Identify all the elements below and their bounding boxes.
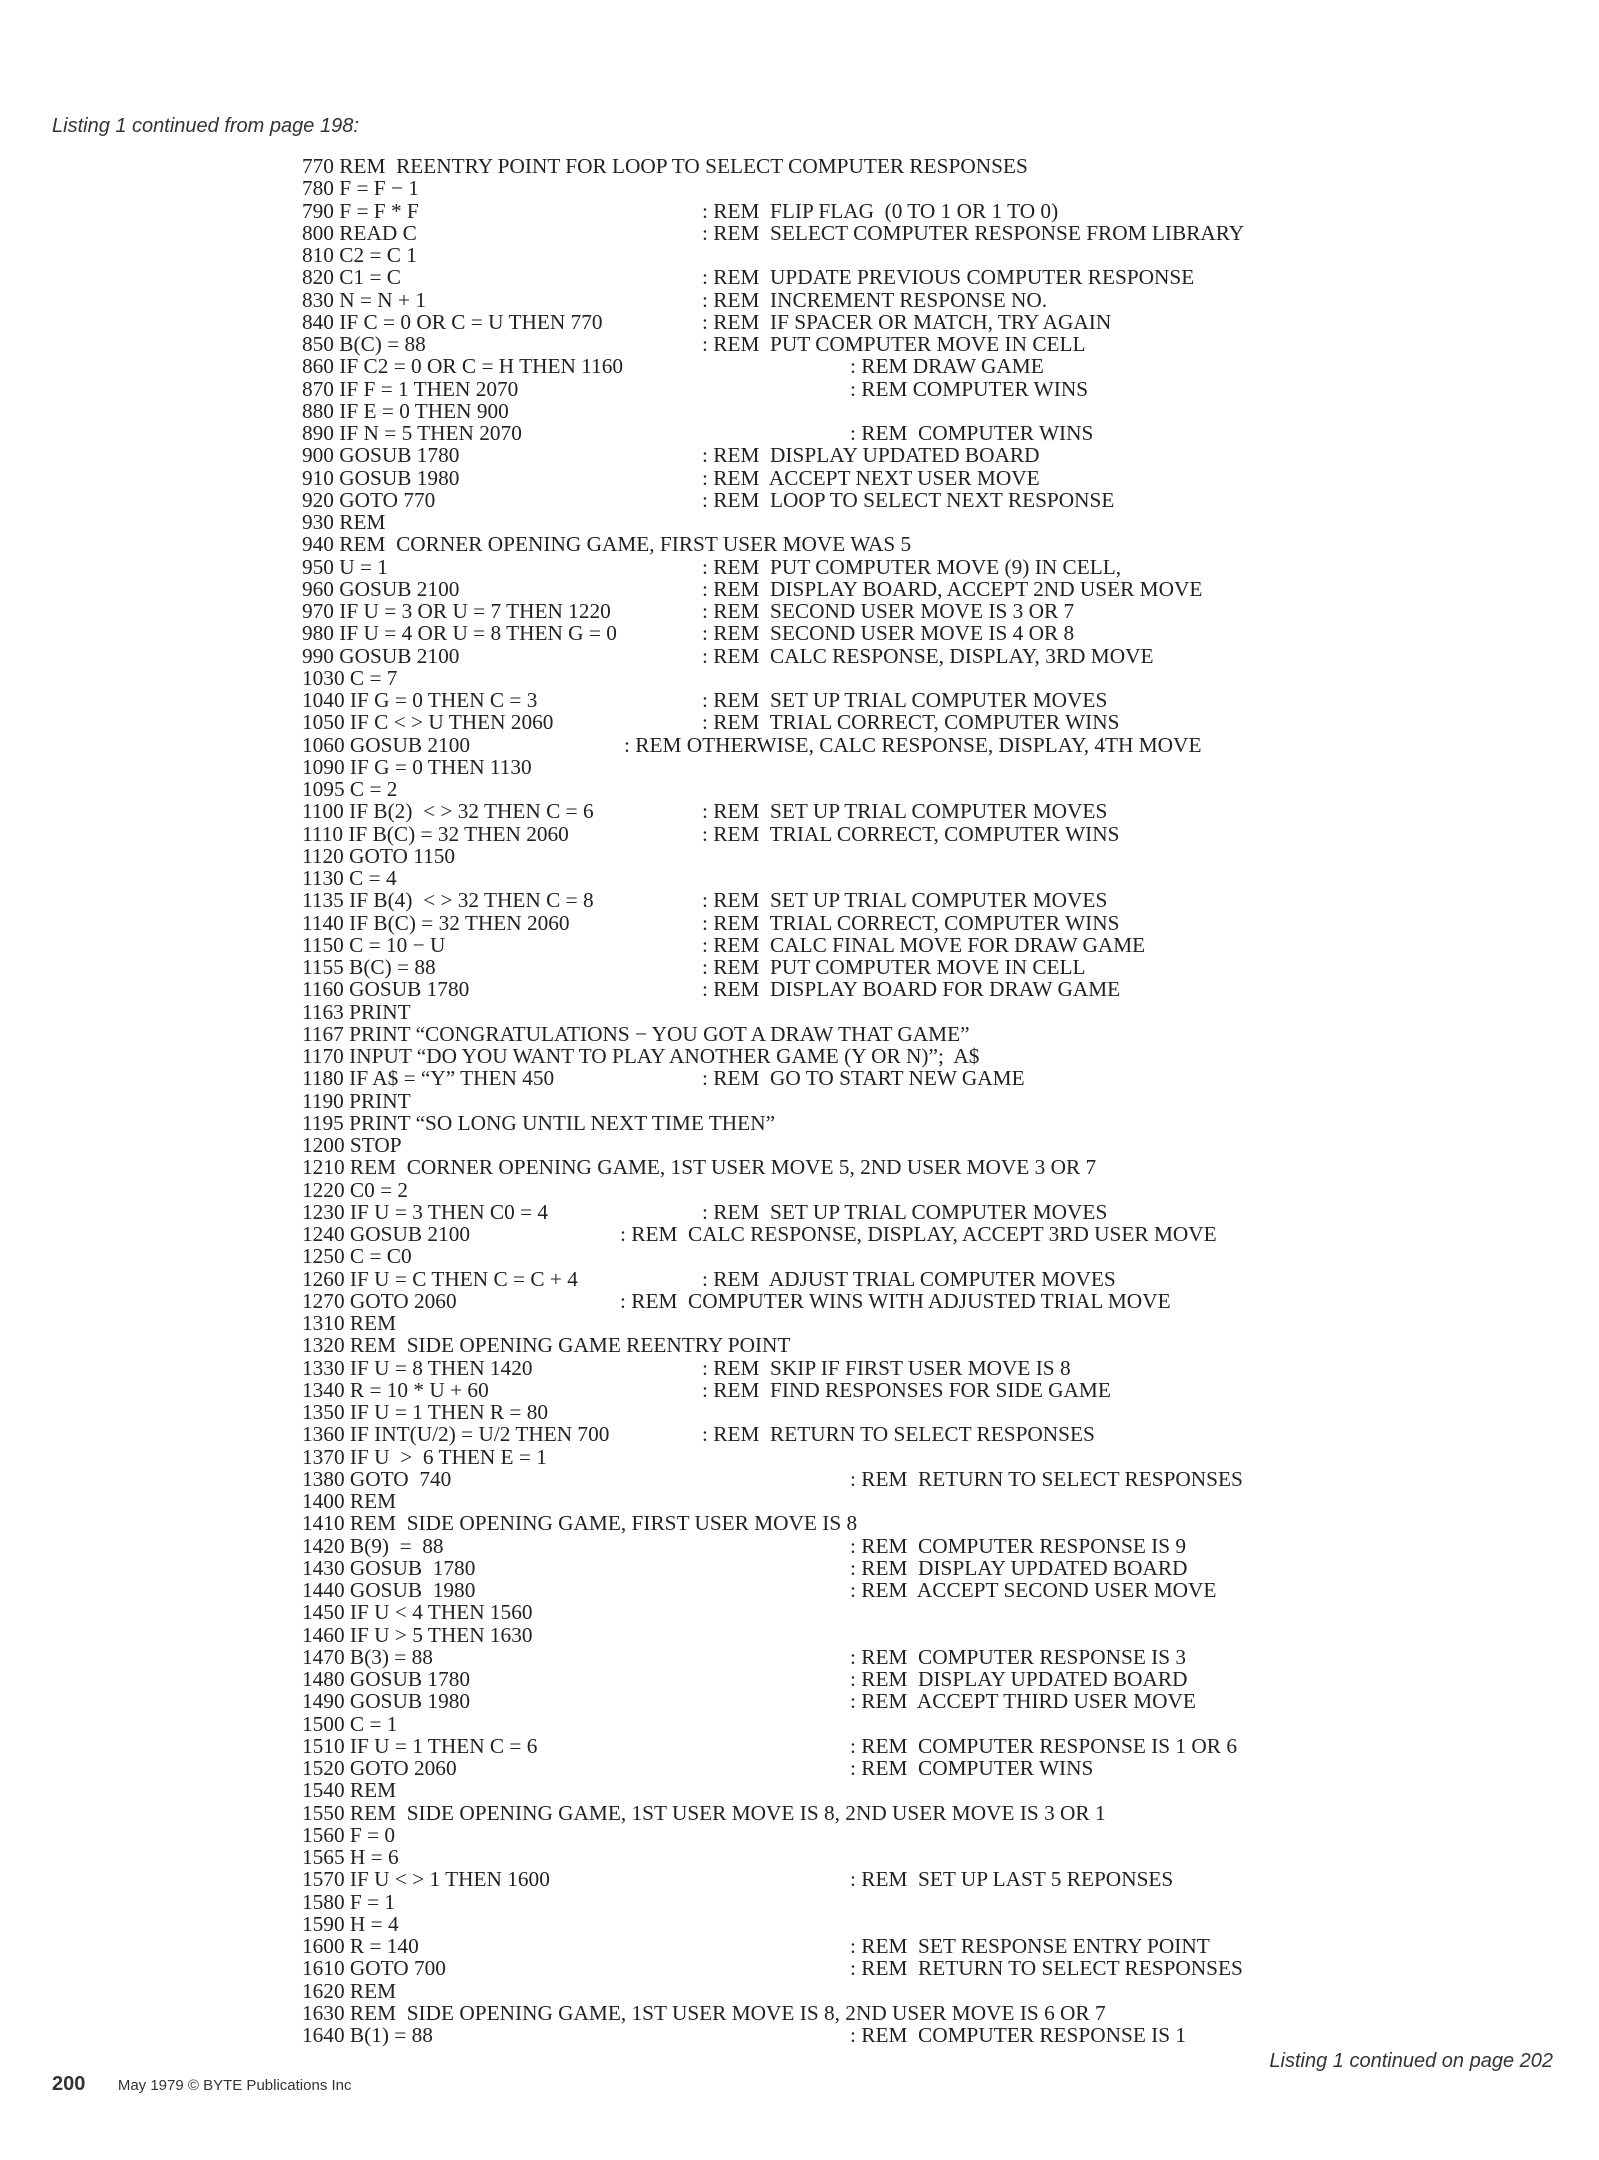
code-statement: 1410 REM SIDE OPENING GAME, FIRST USER MOVE IS 8 xyxy=(302,1511,858,1536)
code-line xyxy=(302,533,1592,555)
code-line xyxy=(302,800,1592,822)
code-line xyxy=(302,1067,1592,1089)
code-line xyxy=(302,645,1592,667)
code-remark: : REM TRIAL CORRECT, COMPUTER WINS xyxy=(702,710,1120,735)
listing-continued-header: Listing 1 continued from page 198: xyxy=(52,115,359,137)
code-line xyxy=(302,1134,1592,1156)
code-remark: : REM ACCEPT NEXT USER MOVE xyxy=(702,465,1040,490)
code-remark: : REM PUT COMPUTER MOVE IN CELL xyxy=(702,332,1086,356)
code-remark: : REM SET RESPONSE ENTRY POINT xyxy=(850,1934,1210,1958)
code-remark: : REM DISPLAY BOARD FOR DRAW GAME xyxy=(702,977,1121,1002)
code-line xyxy=(302,1423,1592,1445)
code-remark: : REM COMPUTER RESPONSE IS 3 xyxy=(850,1644,1187,1669)
code-line xyxy=(302,1779,1592,1801)
code-statement: 1090 IF G = 0 THEN 1130 xyxy=(302,754,532,779)
code-line xyxy=(302,1624,1592,1646)
code-line xyxy=(302,912,1592,934)
code-line xyxy=(302,778,1592,800)
code-statement: 930 REM xyxy=(302,510,386,534)
code-statement: 1470 B(3) = 88 xyxy=(302,1644,433,1669)
code-line xyxy=(302,1045,1592,1067)
code-statement: 1163 PRINT xyxy=(302,999,411,1024)
code-statement: 1210 REM CORNER OPENING GAME, 1ST USER MOVE 5, 2ND USER MOVE 3 OR 7 xyxy=(302,1155,1097,1180)
code-remark: : REM ACCEPT THIRD USER MOVE xyxy=(850,1689,1196,1714)
code-statement: 1340 R = 10 * U + 60 xyxy=(302,1377,489,1402)
code-line xyxy=(302,1891,1592,1913)
code-line xyxy=(302,1468,1592,1490)
code-line xyxy=(302,177,1592,199)
code-line xyxy=(302,667,1592,689)
code-line xyxy=(302,889,1592,911)
code-statement: 790 F = F * F xyxy=(302,198,419,223)
code-remark: : REM ADJUST TRIAL COMPUTER MOVES xyxy=(702,1266,1116,1291)
code-statement: 860 IF C2 = 0 OR C = H THEN 1160 xyxy=(302,354,624,379)
code-line xyxy=(302,1268,1592,1290)
code-statement: 850 B(C) = 88 xyxy=(302,332,426,356)
code-remark: : REM PUT COMPUTER MOVE (9) IN CELL, xyxy=(702,554,1122,579)
code-statement: 800 READ C xyxy=(302,220,417,245)
code-line xyxy=(302,578,1592,600)
code-statement: 1620 REM xyxy=(302,1978,397,2003)
code-line xyxy=(302,467,1592,489)
code-remark: : REM COMPUTER WINS xyxy=(850,1756,1094,1780)
code-line xyxy=(302,244,1592,266)
code-line xyxy=(302,1846,1592,1868)
code-statement: 1030 C = 7 xyxy=(302,665,398,690)
code-statement: 1590 H = 4 xyxy=(302,1911,399,1936)
code-line xyxy=(302,1868,1592,1890)
basic-code-listing xyxy=(302,155,1592,2046)
page-number: 200 xyxy=(52,2073,86,2095)
code-statement: 780 F = F − 1 xyxy=(302,176,419,201)
code-statement: 1195 PRINT “SO LONG UNTIL NEXT TIME THEN” xyxy=(302,1110,776,1135)
code-statement: 1170 INPUT “DO YOU WANT TO PLAY ANOTHER GAME (Y OR N)”; A$ xyxy=(302,1044,980,1068)
code-line xyxy=(302,1802,1592,1824)
code-remark: : REM UPDATE PREVIOUS COMPUTER RESPONSE xyxy=(702,265,1195,290)
code-statement: 1135 IF B(4) < > 32 THEN C = 8 xyxy=(302,888,594,913)
code-line xyxy=(302,511,1592,533)
code-line xyxy=(302,1357,1592,1379)
code-line xyxy=(302,622,1592,644)
code-statement: 810 C2 = C 1 xyxy=(302,243,417,267)
code-line xyxy=(302,1312,1592,1334)
code-line xyxy=(302,333,1592,355)
code-remark: : REM SECOND USER MOVE IS 4 OR 8 xyxy=(702,621,1075,646)
code-line xyxy=(302,1735,1592,1757)
code-statement: 1260 IF U = C THEN C = C + 4 xyxy=(302,1266,578,1291)
code-statement: 1220 C0 = 2 xyxy=(302,1177,409,1202)
code-statement: 1150 C = 10 − U xyxy=(302,932,446,957)
code-statement: 1610 GOTO 700 xyxy=(302,1956,446,1981)
code-line xyxy=(302,689,1592,711)
code-line xyxy=(302,1179,1592,1201)
code-remark: : REM DISPLAY UPDATED BOARD xyxy=(850,1555,1188,1580)
code-statement: 1420 B(9) = 88 xyxy=(302,1533,444,1558)
code-line xyxy=(302,378,1592,400)
code-line xyxy=(302,1668,1592,1690)
code-line xyxy=(302,1223,1592,1245)
code-line xyxy=(302,1112,1592,1134)
code-statement: 1510 IF U = 1 THEN C = 6 xyxy=(302,1733,538,1758)
code-statement: 1360 IF INT(U/2) = U/2 THEN 700 xyxy=(302,1422,610,1447)
code-remark: : REM SKIP IF FIRST USER MOVE IS 8 xyxy=(702,1355,1071,1380)
code-statement: 1110 IF B(C) = 32 THEN 2060 xyxy=(302,821,569,846)
code-statement: 1520 GOTO 2060 xyxy=(302,1756,457,1780)
code-remark: : REM RETURN TO SELECT RESPONSES xyxy=(850,1956,1243,1981)
code-remark: : REM DISPLAY BOARD, ACCEPT 2ND USER MOVE xyxy=(702,576,1203,601)
code-line xyxy=(302,1579,1592,1601)
code-statement: 820 C1 = C xyxy=(302,265,401,290)
code-statement: 840 IF C = 0 OR C = U THEN 770 xyxy=(302,309,603,334)
code-statement: 1120 GOTO 1150 xyxy=(302,843,456,868)
code-statement: 1330 IF U = 8 THEN 1420 xyxy=(302,1355,533,1380)
code-remark: : REM RETURN TO SELECT RESPONSES xyxy=(850,1466,1243,1491)
code-line xyxy=(302,756,1592,778)
code-statement: 1580 F = 1 xyxy=(302,1889,396,1914)
code-remark: : REM CALC RESPONSE, DISPLAY, ACCEPT 3RD USER MOVE xyxy=(620,1222,1217,1246)
code-remark: : REM DISPLAY UPDATED BOARD xyxy=(850,1667,1188,1691)
code-remark: : REM INCREMENT RESPONSE NO. xyxy=(702,287,1048,312)
code-statement: 1570 IF U < > 1 THEN 1600 xyxy=(302,1867,550,1892)
code-statement: 1180 IF A$ = “Y” THEN 450 xyxy=(302,1066,555,1091)
code-remark: : REM SELECT COMPUTER RESPONSE FROM LIBRARY xyxy=(702,220,1245,245)
code-statement: 1490 GOSUB 1980 xyxy=(302,1689,471,1714)
code-line xyxy=(302,311,1592,333)
code-line xyxy=(302,1290,1592,1312)
code-remark: : REM GO TO START NEW GAME xyxy=(702,1066,1025,1091)
code-statement: 1270 GOTO 2060 xyxy=(302,1288,457,1313)
code-statement: 1230 IF U = 3 THEN C0 = 4 xyxy=(302,1199,549,1224)
code-line xyxy=(302,2002,1592,2024)
code-line xyxy=(302,1913,1592,1935)
code-statement: 1450 IF U < 4 THEN 1560 xyxy=(302,1600,533,1625)
code-line xyxy=(302,1980,1592,2002)
code-remark: : REM SET UP TRIAL COMPUTER MOVES xyxy=(702,688,1108,712)
code-statement: 970 IF U = 3 OR U = 7 THEN 1220 xyxy=(302,599,611,623)
code-line xyxy=(302,1512,1592,1534)
code-statement: 960 GOSUB 2100 xyxy=(302,576,460,601)
code-statement: 1380 GOTO 740 xyxy=(302,1466,452,1491)
code-remark: : REM COMPUTER RESPONSE IS 1 OR 6 xyxy=(850,1733,1237,1758)
code-statement: 1190 PRINT xyxy=(302,1088,411,1113)
code-line xyxy=(302,1001,1592,1023)
code-statement: 1140 IF B(C) = 32 THEN 2060 xyxy=(302,910,570,935)
code-statement: 1480 GOSUB 1780 xyxy=(302,1667,471,1691)
code-line xyxy=(302,1646,1592,1668)
code-statement: 870 IF F = 1 THEN 2070 xyxy=(302,376,519,401)
code-remark: : REM IF SPACER OR MATCH, TRY AGAIN xyxy=(702,309,1112,334)
code-statement: 1040 IF G = 0 THEN C = 3 xyxy=(302,688,538,712)
code-line xyxy=(302,200,1592,222)
code-line xyxy=(302,355,1592,377)
code-statement: 1100 IF B(2) < > 32 THEN C = 6 xyxy=(302,799,594,824)
code-line xyxy=(302,1757,1592,1779)
code-statement: 1060 GOSUB 2100 xyxy=(302,732,471,757)
code-statement: 1550 REM SIDE OPENING GAME, 1ST USER MOVE IS 8, 2ND USER MOVE IS 3 OR 1 xyxy=(302,1800,1106,1825)
code-line xyxy=(302,1156,1592,1178)
code-line xyxy=(302,1446,1592,1468)
code-statement: 950 U = 1 xyxy=(302,554,388,579)
code-remark: : REM PUT COMPUTER MOVE IN CELL xyxy=(702,955,1086,979)
publication-credit: May 1979 © BYTE Publications Inc xyxy=(117,2077,352,2094)
code-statement: 1500 C = 1 xyxy=(302,1711,398,1736)
code-statement: 1640 B(1) = 88 xyxy=(302,2023,433,2047)
code-remark: : REM SECOND USER MOVE IS 3 OR 7 xyxy=(702,599,1075,623)
code-line xyxy=(302,1935,1592,1957)
code-line xyxy=(302,266,1592,288)
code-remark: : REM TRIAL CORRECT, COMPUTER WINS xyxy=(702,821,1120,846)
code-remark: : REM SET UP TRIAL COMPUTER MOVES xyxy=(702,799,1108,824)
code-line xyxy=(302,867,1592,889)
code-statement: 890 IF N = 5 THEN 2070 xyxy=(302,421,522,445)
code-statement: 1130 C = 4 xyxy=(302,866,397,890)
code-line xyxy=(302,289,1592,311)
code-line xyxy=(302,845,1592,867)
code-remark: : REM FIND RESPONSES FOR SIDE GAME xyxy=(702,1377,1111,1402)
code-statement: 1160 GOSUB 1780 xyxy=(302,977,470,1002)
code-line xyxy=(302,422,1592,444)
code-remark: : REM OTHERWISE, CALC RESPONSE, DISPLAY, 4TH MOVE xyxy=(624,732,1202,757)
code-line xyxy=(302,978,1592,1000)
code-remark: : REM COMPUTER WINS xyxy=(850,421,1094,445)
code-remark: : REM LOOP TO SELECT NEXT RESPONSE xyxy=(702,487,1115,512)
code-line xyxy=(302,222,1592,244)
code-remark: : REM DISPLAY UPDATED BOARD xyxy=(702,443,1040,468)
code-remark: : REM DRAW GAME xyxy=(850,354,1044,379)
code-statement: 1540 REM xyxy=(302,1778,397,1803)
code-line xyxy=(302,1601,1592,1623)
code-line xyxy=(302,1824,1592,1846)
code-line xyxy=(302,1090,1592,1112)
code-statement: 1050 IF C < > U THEN 2060 xyxy=(302,710,554,735)
code-remark: : REM CALC RESPONSE, DISPLAY, 3RD MOVE xyxy=(702,643,1154,668)
code-statement: 1240 GOSUB 2100 xyxy=(302,1222,471,1246)
code-statement: 1320 REM SIDE OPENING GAME REENTRY POINT xyxy=(302,1333,791,1358)
code-remark: : REM COMPUTER RESPONSE IS 9 xyxy=(850,1533,1187,1558)
code-remark: : REM RETURN TO SELECT RESPONSES xyxy=(702,1422,1095,1447)
code-statement: 1095 C = 2 xyxy=(302,777,398,801)
code-line xyxy=(302,1557,1592,1579)
code-line xyxy=(302,823,1592,845)
code-line xyxy=(302,444,1592,466)
code-line xyxy=(302,600,1592,622)
code-statement: 1565 H = 6 xyxy=(302,1845,399,1869)
code-remark: : REM FLIP FLAG (0 TO 1 OR 1 TO 0) xyxy=(702,198,1059,223)
code-statement: 1200 STOP xyxy=(302,1133,402,1157)
code-statement: 1400 REM xyxy=(302,1489,397,1513)
code-statement: 1155 B(C) = 88 xyxy=(302,955,436,979)
code-line xyxy=(302,1535,1592,1557)
code-remark: : REM COMPUTER WINS WITH ADJUSTED TRIAL MOVE xyxy=(620,1288,1171,1313)
code-statement: 1560 F = 0 xyxy=(302,1822,396,1847)
code-remark: : REM ACCEPT SECOND USER MOVE xyxy=(850,1578,1217,1602)
code-remark: : REM SET UP TRIAL COMPUTER MOVES xyxy=(702,1199,1108,1224)
code-line xyxy=(302,711,1592,733)
code-statement: 1167 PRINT “CONGRATULATIONS − YOU GOT A DRAW THAT GAME” xyxy=(302,1021,970,1046)
code-line xyxy=(302,956,1592,978)
page-footer xyxy=(52,2073,352,2096)
code-remark: : REM TRIAL CORRECT, COMPUTER WINS xyxy=(702,910,1120,935)
code-line xyxy=(302,1379,1592,1401)
code-line xyxy=(302,1201,1592,1223)
code-statement: 920 GOTO 770 xyxy=(302,487,436,512)
code-line xyxy=(302,2024,1592,2046)
code-line xyxy=(302,489,1592,511)
code-line xyxy=(302,1713,1592,1735)
code-line xyxy=(302,1957,1592,1979)
code-line xyxy=(302,934,1592,956)
code-statement: 880 IF E = 0 THEN 900 xyxy=(302,398,509,423)
code-remark: : REM SET UP TRIAL COMPUTER MOVES xyxy=(702,888,1108,913)
code-line xyxy=(302,155,1592,177)
code-line xyxy=(302,1245,1592,1267)
code-statement: 1430 GOSUB 1780 xyxy=(302,1555,476,1580)
code-statement: 770 REM REENTRY POINT FOR LOOP TO SELECT COMPUTER RESPONSES xyxy=(302,154,1028,178)
code-line xyxy=(302,1490,1592,1512)
code-statement: 830 N = N + 1 xyxy=(302,287,426,312)
code-statement: 900 GOSUB 1780 xyxy=(302,443,460,468)
code-statement: 1600 R = 140 xyxy=(302,1934,419,1958)
code-statement: 980 IF U = 4 OR U = 8 THEN G = 0 xyxy=(302,621,617,646)
code-remark: : REM CALC FINAL MOVE FOR DRAW GAME xyxy=(702,932,1146,957)
code-remark: : REM SET UP LAST 5 REPONSES xyxy=(850,1867,1174,1892)
code-statement: 1460 IF U > 5 THEN 1630 xyxy=(302,1622,533,1647)
code-line xyxy=(302,1401,1592,1423)
code-statement: 910 GOSUB 1980 xyxy=(302,465,460,490)
code-remark: : REM COMPUTER RESPONSE IS 1 xyxy=(850,2023,1187,2047)
code-statement: 1250 C = C0 xyxy=(302,1244,412,1269)
code-statement: 1440 GOSUB 1980 xyxy=(302,1578,476,1602)
continued-notice: Listing 1 continued on page 202 xyxy=(1269,2050,1553,2072)
code-line xyxy=(302,734,1592,756)
code-line xyxy=(302,400,1592,422)
code-remark: : REM COMPUTER WINS xyxy=(850,376,1089,401)
code-statement: 1630 REM SIDE OPENING GAME, 1ST USER MOVE IS 8, 2ND USER MOVE IS 6 OR 7 xyxy=(302,2000,1106,2025)
code-line xyxy=(302,1023,1592,1045)
code-statement: 1310 REM xyxy=(302,1311,397,1335)
code-statement: 1350 IF U = 1 THEN R = 80 xyxy=(302,1400,549,1424)
code-statement: 1370 IF U > 6 THEN E = 1 xyxy=(302,1444,547,1469)
code-statement: 940 REM CORNER OPENING GAME, FIRST USER MOVE WAS 5 xyxy=(302,532,912,557)
code-line xyxy=(302,556,1592,578)
code-line xyxy=(302,1690,1592,1712)
code-statement: 990 GOSUB 2100 xyxy=(302,643,460,668)
code-line xyxy=(302,1334,1592,1356)
